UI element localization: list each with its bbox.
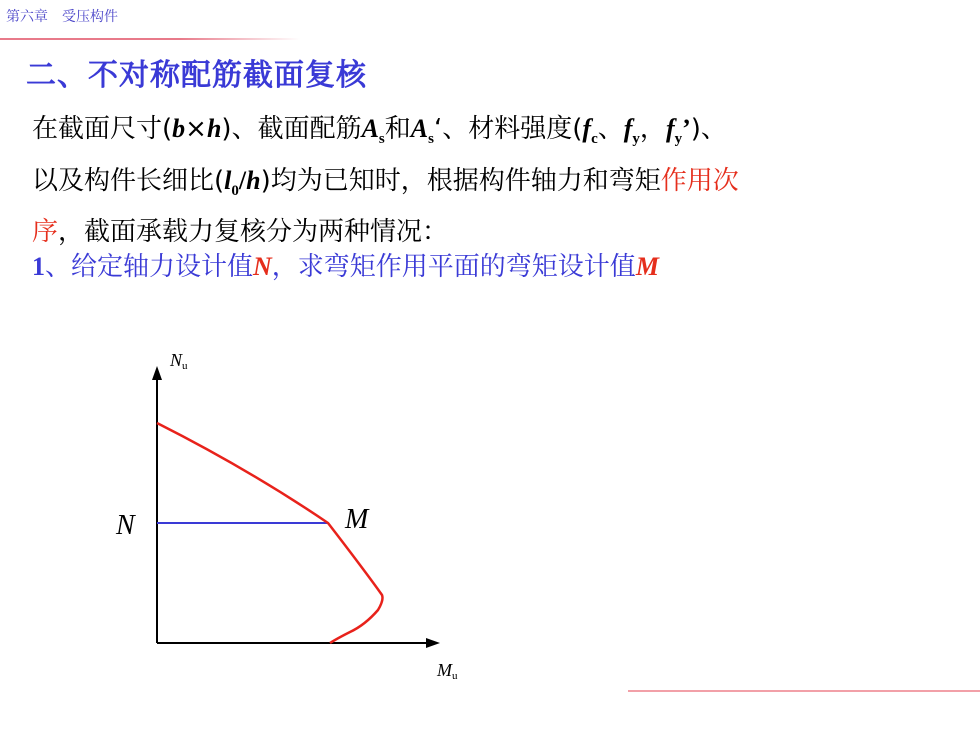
para-and: 和 xyxy=(384,114,411,144)
highlight-action-order-1: 作用次 xyxy=(660,166,739,197)
footer-rule xyxy=(628,690,980,692)
case-symbol-m: M xyxy=(635,252,659,281)
symbol-fc: f xyxy=(582,114,592,143)
symbol-fy-prime-sub: y xyxy=(674,131,683,148)
case-text-1: 、给定轴力设计值 xyxy=(45,252,254,282)
case-number: 1 xyxy=(32,252,45,281)
case-symbol-n: N xyxy=(253,252,272,281)
symbol-times: × xyxy=(185,114,207,144)
symbol-fy: f xyxy=(623,114,633,143)
y-axis-label: Nu xyxy=(170,350,188,372)
prime-mark-1: ‘ xyxy=(433,114,443,144)
symbol-as: A xyxy=(361,114,379,143)
symbol-l0-sub: 0 xyxy=(231,183,239,200)
symbol-slash: / xyxy=(238,166,247,196)
page-title: 二、不对称配筋截面复核 xyxy=(26,58,367,93)
para-text-2: )、截面配筋 xyxy=(221,114,362,144)
y-axis-arrow xyxy=(152,366,162,380)
symbol-l0: l xyxy=(224,166,232,196)
case-text-2: ，求弯矩作用平面的弯矩设计值 xyxy=(271,252,636,282)
para-text-1: 在截面尺寸( xyxy=(32,114,173,144)
para-text-5: 以及构件长细比( xyxy=(32,166,225,197)
para-text-4: )、 xyxy=(690,114,727,144)
prime-mark-2: ’ xyxy=(682,114,691,143)
highlight-action-order-2: 序 xyxy=(32,217,59,248)
symbol-as-prime-sub: s xyxy=(428,131,434,148)
symbol-as-sub: s xyxy=(378,131,385,148)
symbol-fy-sub: y xyxy=(632,131,640,148)
para-text-3: 、材料强度( xyxy=(442,114,583,144)
symbol-fc-sub: c xyxy=(591,131,598,148)
symbol-h2: h xyxy=(246,166,261,196)
para-text-7: ，截面承载力复核分为两种情况： xyxy=(58,217,449,248)
symbol-fy-prime: f xyxy=(665,114,675,143)
para-comma: ， xyxy=(639,114,666,144)
symbol-h: h xyxy=(206,114,222,143)
m-label: M xyxy=(345,504,369,535)
para-text-6: )均为已知时，根据构件轴力和弯矩 xyxy=(260,166,661,197)
symbol-b: b xyxy=(172,114,186,143)
x-axis-arrow xyxy=(426,638,440,648)
symbol-as-prime: A xyxy=(410,114,429,143)
n-label: N xyxy=(116,510,135,541)
x-axis-label: Mu xyxy=(437,660,458,682)
chapter-header: 第六章 受压构件 xyxy=(6,9,118,25)
para-sep-1: 、 xyxy=(597,114,624,144)
